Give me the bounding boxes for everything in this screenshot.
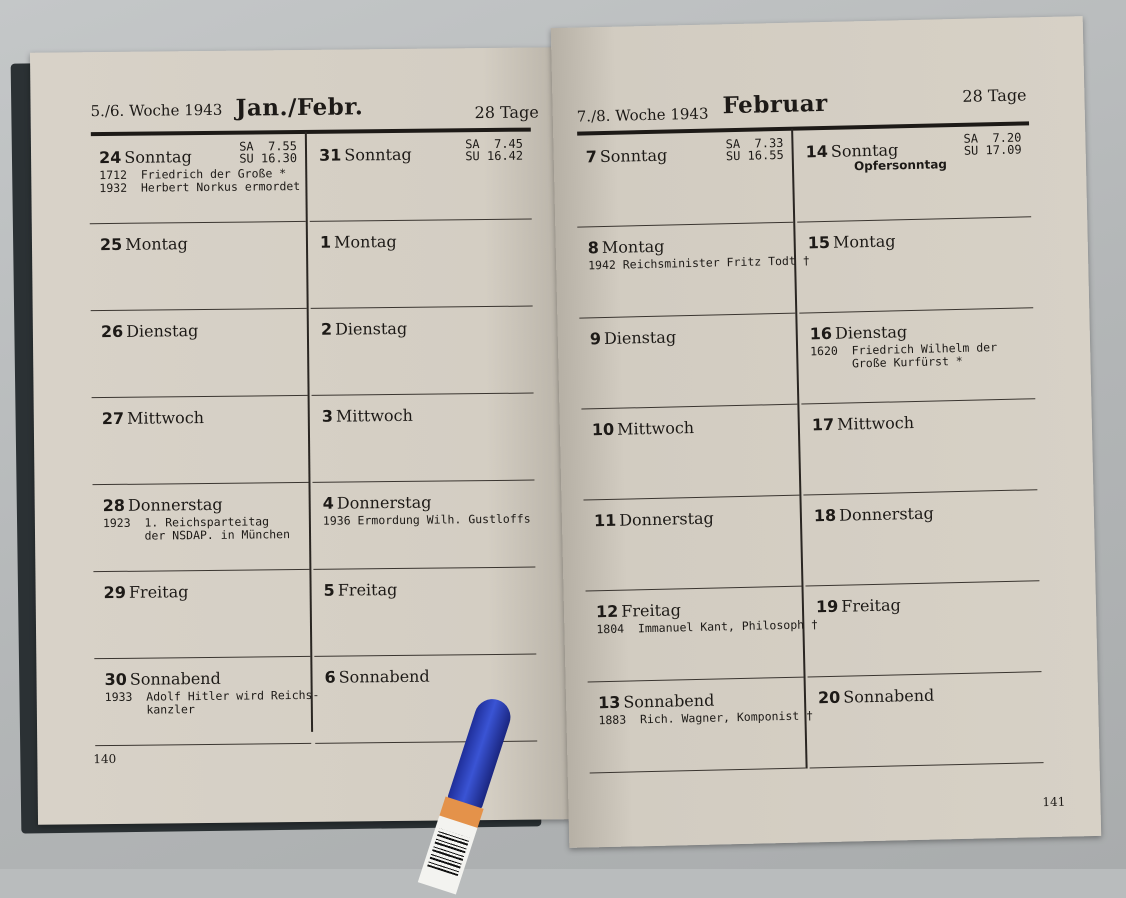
day-number: 1	[319, 232, 332, 252]
day-heading	[814, 504, 934, 526]
day-cell	[310, 219, 533, 309]
day-note: 1936 Ermordung Wilh. Gustloffs	[322, 511, 531, 528]
day-heading	[101, 321, 199, 341]
day-heading	[102, 408, 204, 428]
day-number: 15	[807, 232, 831, 253]
day-cell	[803, 489, 1039, 586]
day-name: Sonnabend	[843, 685, 935, 707]
day-note: 1712 Friedrich der Große * 1932 Herbert Norkus ermordet	[99, 166, 301, 196]
day-cell	[92, 395, 309, 485]
day-heading	[594, 509, 714, 531]
day-number: 26	[100, 321, 124, 342]
day-cell	[577, 222, 810, 319]
day-cell	[588, 677, 814, 774]
day-name: Mittwoch	[616, 417, 695, 439]
day-name: Dienstag	[126, 321, 199, 341]
day-number: 25	[99, 234, 123, 255]
day-name: Sonntag	[599, 145, 668, 167]
sun-times: SA 7.45 SU 16.42	[465, 136, 524, 164]
week-label: 5./6. Woche 1943	[90, 100, 223, 121]
day-number: 5	[323, 580, 335, 600]
day-name: Sonnabend	[129, 668, 221, 689]
day-cell	[311, 306, 534, 396]
day-name: Montag	[125, 234, 188, 254]
day-name: Dienstag	[834, 322, 908, 343]
day-cell	[91, 308, 308, 398]
day-heading	[321, 319, 407, 339]
day-cell	[90, 221, 307, 311]
day-heading	[104, 582, 189, 602]
day-cell	[583, 495, 801, 592]
day-cell	[312, 393, 535, 483]
day-cell	[808, 671, 1044, 768]
day-heading	[810, 322, 908, 343]
day-heading	[590, 327, 677, 348]
month-title: Jan./Febr.	[235, 93, 364, 122]
day-number: 6	[324, 667, 336, 687]
day-note: 1804 Immanuel Kant, Philosoph †	[596, 617, 819, 637]
day-heading	[323, 493, 432, 513]
day-cell	[575, 131, 793, 228]
day-number: 10	[591, 419, 615, 440]
day-heading	[99, 147, 192, 167]
day-cell	[94, 656, 320, 746]
day-heading	[324, 580, 398, 600]
day-number: 31	[318, 145, 342, 165]
day-subtitle: Opfersonntag	[853, 157, 948, 174]
page-number: 140	[93, 751, 117, 767]
day-number: 29	[103, 582, 126, 603]
day-name: Montag	[334, 231, 397, 252]
day-number: 4	[322, 493, 334, 513]
day-number: 28	[102, 495, 126, 516]
day-number: 7	[585, 147, 598, 167]
day-name: Sonnabend	[338, 666, 430, 687]
day-heading	[592, 418, 695, 439]
day-note: 1620 Friedrich Wilhelm der Große Kurfürst *	[810, 340, 998, 372]
day-heading	[322, 406, 413, 426]
day-number: 14	[805, 141, 829, 162]
day-heading	[812, 413, 915, 434]
day-name: Freitag	[128, 582, 189, 602]
page-number: 141	[1042, 794, 1066, 810]
day-name: Freitag	[337, 579, 398, 600]
day-name: Donnerstag	[127, 494, 223, 515]
day-number: 8	[587, 238, 600, 258]
day-cell	[309, 132, 532, 222]
day-heading	[598, 691, 715, 713]
day-heading	[818, 686, 935, 708]
day-name: Mittwoch	[335, 405, 413, 426]
right-page-header	[551, 16, 1085, 126]
day-cell	[805, 580, 1041, 677]
day-note: 1883 Rich. Wagner, Komponist †	[598, 708, 814, 728]
day-name: Montag	[601, 236, 665, 258]
day-name: Sonnabend	[623, 690, 715, 712]
day-number: 19	[815, 596, 839, 617]
day-cell	[313, 567, 536, 657]
day-heading	[596, 600, 681, 621]
days-count: 28 Tage	[962, 85, 1027, 106]
day-heading	[319, 145, 412, 165]
day-cell	[581, 404, 799, 501]
day-number: 17	[811, 414, 835, 435]
day-name: Sonntag	[344, 144, 412, 165]
month-title: Februar	[722, 89, 829, 120]
days-count: 28 Tage	[474, 102, 539, 123]
day-number: 12	[595, 601, 619, 622]
day-heading	[588, 237, 665, 258]
day-number: 9	[589, 329, 602, 349]
day-cell	[586, 586, 819, 683]
day-heading	[807, 231, 895, 252]
day-number: 18	[813, 505, 837, 526]
day-note: 1942 Reichsminister Fritz Todt †	[587, 253, 810, 273]
sun-times: SA 7.55 SU 16.30	[239, 139, 298, 166]
sun-times: SA 7.20 SU 17.09	[963, 130, 1022, 158]
day-name: Sonntag	[124, 147, 192, 167]
day-name: Dienstag	[603, 327, 677, 349]
day-name: Freitag	[841, 595, 901, 616]
day-note: 1933 Adolf Hitler wird Reichs- kanzler	[104, 687, 320, 718]
day-name: Sonntag	[830, 140, 899, 161]
day-heading	[100, 234, 188, 254]
day-heading	[816, 595, 901, 616]
day-cell	[579, 313, 797, 410]
day-number: 16	[809, 323, 833, 344]
day-name: Donnerstag	[336, 492, 432, 513]
day-cell	[92, 482, 309, 572]
day-number: 30	[104, 669, 127, 690]
day-name: Donnerstag	[838, 503, 934, 525]
day-heading	[585, 146, 667, 167]
day-name: Mittwoch	[836, 413, 915, 434]
day-heading	[103, 495, 223, 515]
day-number: 2	[320, 319, 333, 339]
day-name: Freitag	[621, 600, 682, 621]
day-cell	[799, 307, 1035, 404]
day-cell	[312, 480, 535, 570]
sun-times: SA 7.33 SU 16.55	[725, 135, 784, 164]
day-note: 1923 1. Reichsparteitag der NSDAP. in München	[102, 514, 291, 544]
day-number: 3	[321, 406, 334, 426]
day-name: Donnerstag	[618, 508, 715, 530]
day-number: 11	[593, 510, 617, 531]
day-number: 27	[101, 408, 125, 429]
day-name: Montag	[832, 231, 896, 252]
day-cell	[93, 569, 310, 659]
right-page	[551, 16, 1101, 848]
day-cell	[797, 216, 1033, 313]
day-cell	[801, 398, 1037, 495]
day-heading	[324, 667, 429, 687]
day-number: 24	[98, 147, 122, 168]
day-name: Mittwoch	[126, 408, 205, 428]
day-cell	[795, 125, 1031, 222]
day-number: 20	[817, 687, 841, 708]
day-heading	[320, 232, 397, 252]
week-label: 7./8. Woche 1943	[576, 104, 709, 126]
day-cell	[89, 134, 306, 224]
day-name: Dienstag	[334, 318, 408, 339]
day-heading	[104, 669, 220, 689]
day-number: 13	[597, 692, 621, 713]
